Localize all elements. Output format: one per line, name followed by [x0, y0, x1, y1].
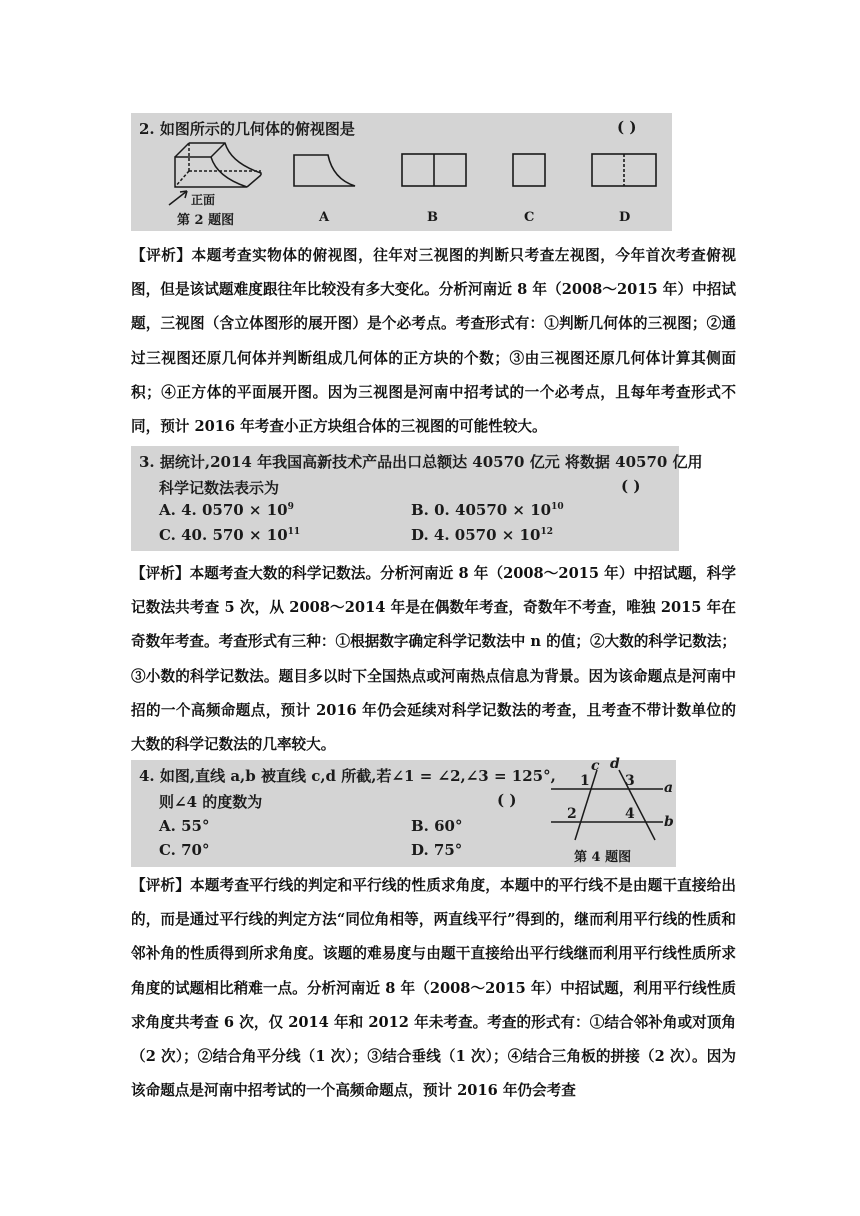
- question-4-line-1: 4. 如图,直线 a,b 被直线 c,d 所截,若∠1 = ∠2,∠3 = 125°,: [139, 767, 556, 785]
- label-d: d: [610, 756, 620, 772]
- option-a-label: A: [319, 210, 330, 225]
- question-3-option-c: [159, 526, 300, 544]
- label-4: 4: [625, 806, 635, 822]
- analysis-2-text: 【评析】本题考查大数的科学记数法。分析河南近 8 年（2008～2015 年）中招试题，科学记数法共考查 5 次，从 2008～2014 年是在偶数年考查，奇数年不考查，唯独 2015 年在奇数年考查。考查形式有三种：①根据数字确定科学记数法中 n 的值；②大数的科学记数法；③小数的科学记数法。题目多以时下全国热点或河南热点信息为背景。因为该命题点是河南中招的一个高频命题点，预计 2016 年仍会延续对科学记数法的考查，且考查不带计数单位的大数的科学记数法的几率较大。: [131, 565, 736, 754]
- option-a-figure: [294, 155, 355, 186]
- question-4-line-2: 则∠4 的度数为: [159, 793, 263, 811]
- label-1: 1: [580, 773, 590, 789]
- option-a-text: A. 4. 0570 × 10: [159, 501, 288, 519]
- label-3: 3: [625, 773, 635, 789]
- option-b-exponent: 10: [551, 502, 564, 512]
- question-2-box: [131, 113, 672, 231]
- question-4-option-b: B. 60°: [411, 817, 463, 835]
- analysis-1-text: 【评析】本题考查实物体的俯视图，往年对三视图的判断只考查左视图，今年首次考查俯视图，但是该试题难度跟往年比较没有多大变化。分析河南近 8 年（2008～2015 年）中招试题，三视图（含立体图形的展开图）是个必考点。考查形式有：①判断几何体的三视图；②通过三视图还原几何体并判断组成几何体的正方块的个数；③由三视图还原几何体计算其侧面积；④正方体的平面展开图。因为三视图是河南中招考试的一个必考点，且每年考查形式不同，预计 2016 年考查小正方块组合体的三视图的可能性较大。: [131, 247, 736, 436]
- option-b-figure: [402, 154, 466, 186]
- question-3-line-2: 科学记数法表示为: [159, 479, 280, 497]
- analysis-paragraph-1: [131, 239, 736, 444]
- option-c-label: C: [524, 210, 535, 225]
- question-2-bracket: ( ): [617, 118, 637, 136]
- question-3-option-b: [411, 501, 564, 519]
- question-4-bracket: ( ): [497, 791, 517, 809]
- question-3-line-1: 3. 据统计,2014 年我国高新技术产品出口总额达 40570 亿元 将数据 40570 亿用: [139, 453, 703, 471]
- label-b: b: [664, 814, 674, 830]
- analysis-paragraph-3: [131, 869, 736, 1108]
- question-3-option-d: [411, 526, 553, 544]
- front-face-label: 正面: [191, 193, 216, 207]
- question-3-box: [131, 446, 703, 551]
- figure-2-caption: 第 2 题图: [177, 213, 235, 228]
- option-c-figure: [513, 154, 545, 186]
- question-4-option-d: D. 75°: [411, 841, 463, 859]
- question-4-option-c: C. 70°: [159, 841, 210, 859]
- label-2: 2: [567, 806, 577, 822]
- question-3-option-a: [159, 501, 294, 519]
- question-4-option-a: A. 55°: [159, 817, 210, 835]
- analysis-3-text: 【评析】本题考查平行线的判定和平行线的性质求角度，本题中的平行线不是由题干直接给出的，而是通过平行线的判定方法“同位角相等，两直线平行”得到的，继而利用平行线的性质和邻补角的性质得到所求角度。该题的难易度与由题干直接给出平行线继而利用平行线性质所求角度的试题相比稍难一点。分析河南近 8 年（2008～2015 年）中招试题，利用平行线性质求角度共考查 6 次，仅 2014 年和 2012 年未考查。考查的形式有：①结合邻补角或对顶角（2 次）；②结合角平分线（1 次）；③结合垂线（1 次）；④结合三角板的拼接（2 次）。因为该命题点是河南中招考试的一个高频命题点，预计 2016 年仍会考查: [131, 877, 736, 1100]
- option-b-text: B. 0. 40570 × 10: [411, 501, 552, 519]
- option-d-figure: [592, 154, 656, 186]
- option-a-exponent: 9: [287, 502, 294, 512]
- figure-4-caption: 第 4 题图: [574, 850, 632, 865]
- label-a: a: [664, 780, 674, 796]
- option-c-text: C. 40. 570 × 10: [159, 526, 288, 544]
- question-2-stem: 2. 如图所示的几何体的俯视图是: [139, 120, 355, 138]
- label-c: c: [591, 758, 600, 774]
- option-d-label: D: [619, 210, 631, 225]
- question-4-box: [131, 756, 676, 867]
- option-b-label: B: [427, 210, 438, 225]
- option-d-exponent: 12: [540, 527, 553, 537]
- analysis-paragraph-2: [131, 557, 736, 762]
- option-c-exponent: 11: [287, 527, 301, 537]
- option-d-text: D. 4. 0570 × 10: [411, 526, 541, 544]
- question-3-bracket: ( ): [621, 477, 641, 495]
